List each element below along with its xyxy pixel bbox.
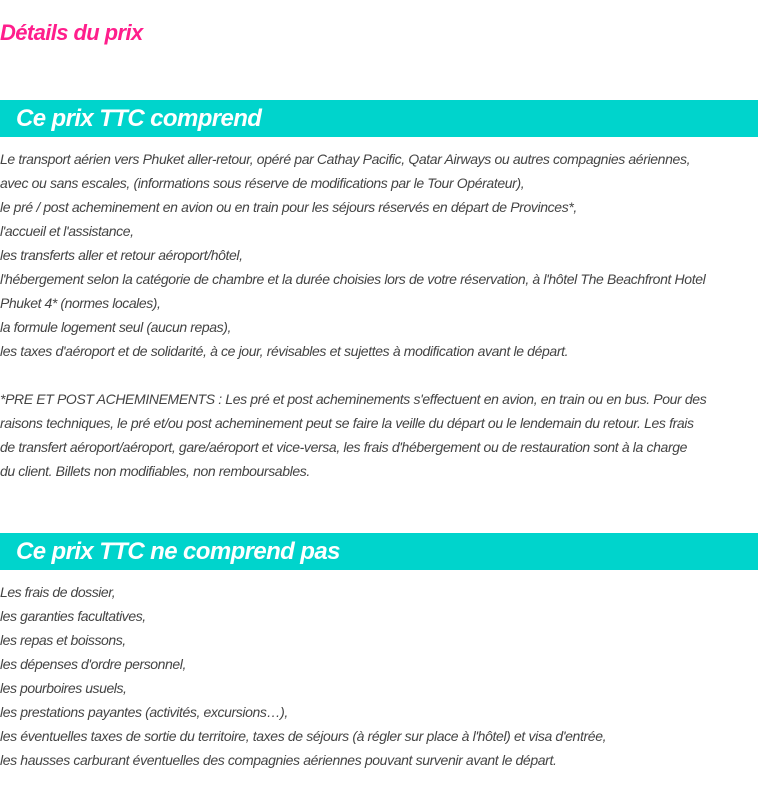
note-line: de transfert aéroport/aéroport, gare/aéroport et vice-versa, les frais d'hébergement ou de restauration sont à la charge bbox=[0, 439, 688, 455]
excluded-item: les éventuelles taxes de sortie du territoire, taxes de séjours (à régler sur place à l'hôtel) et visa d'entrée, bbox=[0, 728, 607, 744]
excluded-list bbox=[0, 580, 758, 772]
acheminement-note bbox=[0, 387, 758, 483]
excluded-item: les dépenses d'ordre personnel, bbox=[0, 656, 186, 672]
excluded-item: les garanties facultatives, bbox=[0, 608, 146, 624]
included-item: la formule logement seul (aucun repas), bbox=[0, 319, 232, 335]
excluded-item: les hausses carburant éventuelles des compagnies aériennes pouvant survenir avant le départ. bbox=[0, 752, 557, 768]
included-item: l'accueil et l'assistance, bbox=[0, 223, 134, 239]
note-line: *PRE ET POST ACHEMINEMENTS : Les pré et post acheminements s'effectuent en avion, en train ou en bus. Pour des bbox=[0, 391, 707, 407]
included-item: l'hébergement selon la catégorie de chambre et la durée choisies lors de votre réservation, à l'hôtel The Beachfront Hotel bbox=[0, 271, 706, 287]
included-item: Phuket 4* (normes locales), bbox=[0, 295, 161, 311]
included-item: les taxes d'aéroport et de solidarité, à ce jour, révisables et sujettes à modification avant le départ. bbox=[0, 343, 569, 359]
included-item: le pré / post acheminement en avion ou en train pour les séjours réservés en départ de Provinces*, bbox=[0, 199, 577, 215]
note-line: raisons techniques, le pré et/ou post acheminement peut se faire la veille du départ ou le lendemain du retour. Les frais bbox=[0, 415, 694, 431]
note-line: du client. Billets non modifiables, non remboursables. bbox=[0, 463, 310, 479]
excluded-heading: Ce prix TTC ne comprend pas bbox=[0, 533, 758, 570]
included-item: Le transport aérien vers Phuket aller-retour, opéré par Cathay Pacific, Qatar Airways ou autres compagnies aériennes, bbox=[0, 151, 691, 167]
excluded-item: Les frais de dossier, bbox=[0, 584, 116, 600]
excluded-item: les pourboires usuels, bbox=[0, 680, 127, 696]
excluded-item: les prestations payantes (activités, excursions…), bbox=[0, 704, 288, 720]
included-item: les transferts aller et retour aéroport/hôtel, bbox=[0, 247, 243, 263]
excluded-item: les repas et boissons, bbox=[0, 632, 126, 648]
included-list bbox=[0, 147, 758, 363]
included-heading: Ce prix TTC comprend bbox=[0, 100, 758, 137]
included-item: avec ou sans escales, (informations sous réserve de modifications par le Tour Opérateur), bbox=[0, 175, 525, 191]
page-title: Détails du prix bbox=[0, 20, 143, 45]
